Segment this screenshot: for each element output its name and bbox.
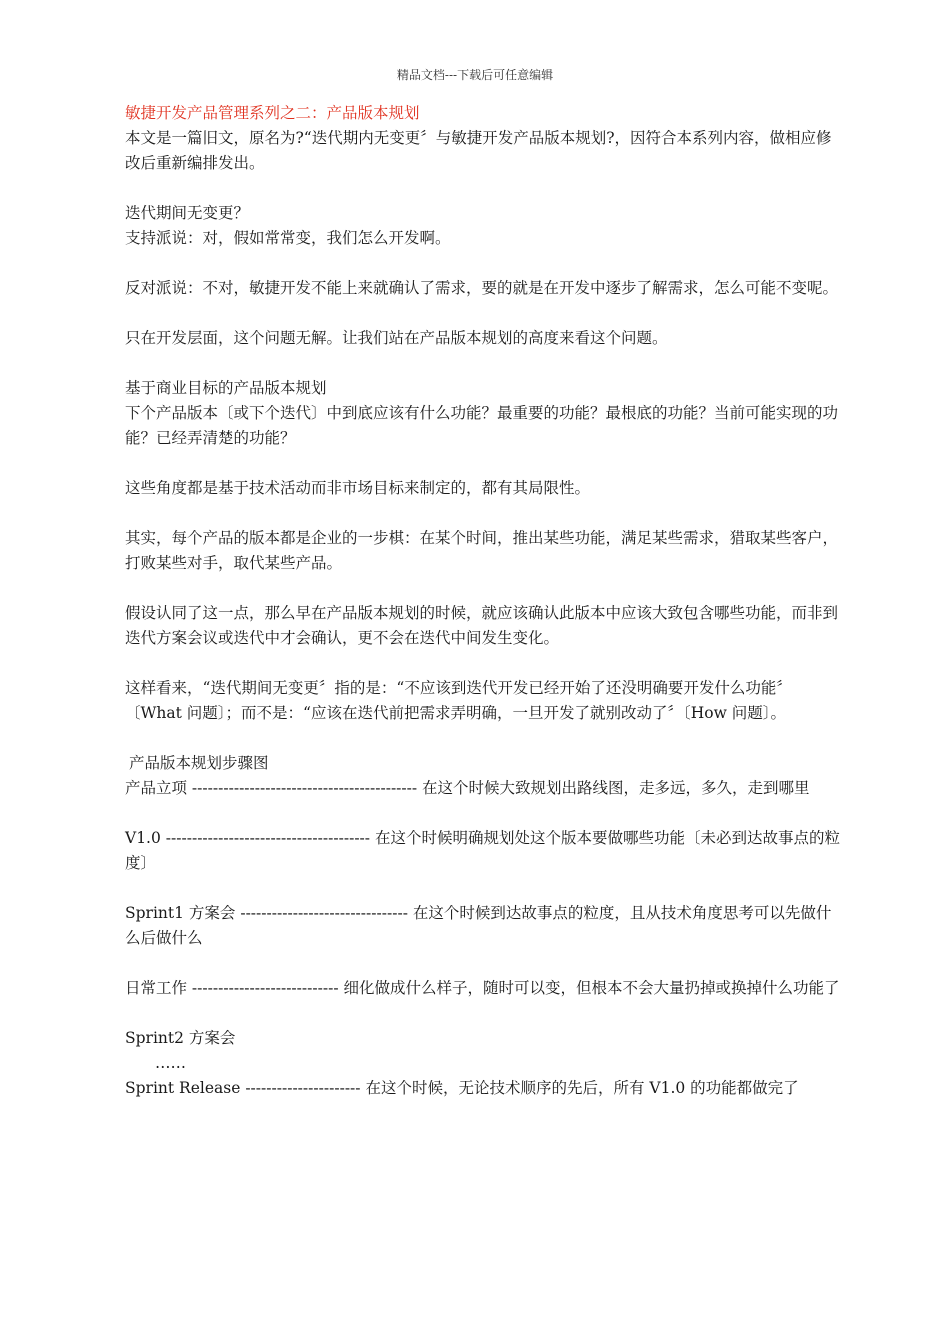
roadmap-ellipsis: …… — [155, 1054, 186, 1072]
spacer — [125, 726, 840, 751]
roadmap-step: V1.0 --------------------------------------- 在这个时候明确规划处这个版本要做哪些功能〔未必到达故事点的粒度〕 — [125, 829, 840, 872]
roadmap-step: Sprint2 方案会 — [125, 1029, 236, 1047]
question-heading: 迭代期间无变更？ — [125, 204, 250, 222]
dev-level-paragraph: 只在开发层面，这个问题无解。让我们站在产品版本规划的高度来看这个问题。 — [125, 329, 668, 347]
chess-paragraph: 其实，每个产品的版本都是企业的一步棋：在某个时间，推出某些功能，满足某些需求，猎取某些客户，打败某些对手，取代某些产品。 — [125, 529, 839, 572]
spacer — [125, 176, 840, 201]
meaning-paragraph: 这样看来，“迭代期间无变更〞指的是：“不应该到迭代开发已经开始了还没明确要开发什么功能〞〔What 问题〕；而不是：“应该在迭代前把需求弄明确，一旦开发了就别改动了〞〔How 问题〕。 — [125, 679, 792, 722]
business-questions-paragraph: 下个产品版本〔或下个迭代〕中到底应该有什么功能？最重要的功能？最根底的功能？当前可能实现的功能？已经弄清楚的功能？ — [125, 404, 839, 447]
spacer — [125, 251, 840, 276]
agree-paragraph: 假设认同了这一点，那么早在产品版本规划的时候，就应该确认此版本中应该大致包含哪些功能，而非到迭代方案会议或迭代中才会确认，更不会在迭代中间发生变化。 — [125, 604, 839, 647]
roadmap-step: 日常工作 ---------------------------- 细化做成什么样子，随时可以变，但根本不会大量扔掉或换掉什么功能了 — [125, 979, 840, 997]
spacer — [125, 576, 840, 601]
spacer — [125, 801, 840, 826]
spacer — [125, 951, 840, 976]
spacer — [125, 451, 840, 476]
business-heading: 基于商业目标的产品版本规划 — [125, 379, 327, 397]
roadmap-title: 产品版本规划步骤图 — [129, 754, 269, 772]
spacer — [125, 651, 840, 676]
spacer — [125, 351, 840, 376]
spacer — [125, 301, 840, 326]
pro-view-paragraph: 支持派说：对，假如常常变，我们怎么开发啊。 — [125, 229, 451, 247]
roadmap-release: Sprint Release ---------------------- 在这个时候，无论技术顺序的先后，所有 V1.0 的功能都做完了 — [125, 1079, 799, 1097]
con-view-paragraph: 反对派说：不对，敏捷开发不能上来就确认了需求，要的就是在开发中逐步了解需求，怎么可能不变呢。 — [125, 279, 839, 297]
spacer — [125, 876, 840, 901]
limitation-paragraph: 这些角度都是基于技术活动而非市场目标来制定的，都有其局限性。 — [125, 479, 591, 497]
spacer — [125, 501, 840, 526]
spacer — [125, 1001, 840, 1026]
page-header: 精品文档---下载后可任意编辑 — [396, 68, 554, 82]
article-title: 敏捷开发产品管理系列之二：产品版本规划 — [125, 104, 420, 122]
intro-paragraph: 本文是一篇旧文，原名为?“迭代期内无变更〞与敏捷开发产品版本规划?，因符合本系列内容，做相应修改后重新编排发出。 — [125, 129, 832, 172]
roadmap-step: 产品立项 ------------------------------------------- 在这个时候大致规划出路线图，走多远，多久，走到哪里 — [125, 779, 810, 797]
article-body — [125, 101, 840, 1101]
roadmap-step: Sprint1 方案会 -------------------------------- 在这个时候到达故事点的粒度，且从技术角度思考可以先做什么后做什么 — [125, 904, 832, 947]
